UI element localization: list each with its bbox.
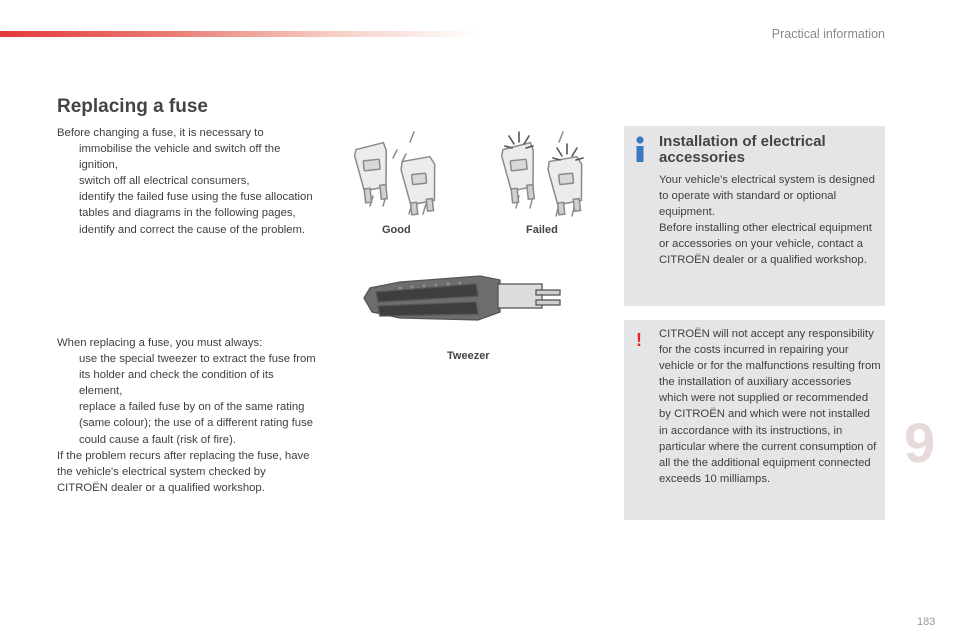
failed-fuse-illustration: [497, 128, 597, 223]
intro-lead: Before changing a fuse, it is necessary to: [57, 127, 264, 139]
list-item: identify and correct the cause of the problem.: [79, 223, 306, 236]
list-item: use the special tweezer to extract the fuse from its holder and check the condition of its element,: [79, 353, 316, 398]
intro-block: [57, 125, 319, 238]
info-paragraph: Your vehicle's electrical system is designed to operate with standard or optional equipment.: [659, 174, 875, 219]
tweezer-label: Tweezer: [447, 350, 490, 362]
warning-exclamation-icon: !: [636, 330, 642, 350]
page-title: Replacing a fuse: [57, 96, 208, 117]
info-icon: [634, 136, 646, 162]
chapter-number: 9: [904, 411, 936, 474]
warning-text: CITROËN will not accept any responsibility for the costs incurred in repairing your vehicle or for the malfunctions resulting from the installation of auxiliary accessories which were not supplied or recommended by CITROËN and which were not installed in accordance with its instructions, in particular where the current consumption of all the the additional equipment connected exceeds 10 milliamps.: [659, 328, 881, 485]
info-box-title: Installation of electrical accessories: [659, 133, 826, 166]
page-number: 183: [917, 616, 936, 628]
section-header: Practical information: [771, 27, 885, 41]
list-item: identify the failed fuse using the fuse allocation tables and diagrams in the following pages,: [79, 191, 313, 220]
replacing-block: [57, 335, 319, 496]
good-fuse-illustration: [350, 128, 445, 223]
header-accent-bar: [0, 31, 480, 37]
info-paragraph: Before installing other electrical equipment or accessories on your vehicle, contact a CITROËN dealer or a qualified workshop.: [659, 222, 872, 267]
info-box-text: [659, 172, 881, 269]
warning-box: [624, 320, 885, 520]
list-item: immobilise the vehicle and switch off the ignition,: [79, 143, 281, 172]
failed-label: Failed: [526, 224, 558, 236]
tweezer-illustration: [360, 262, 566, 332]
list-item: switch off all electrical consumers,: [79, 175, 250, 188]
replacing-footer: If the problem recurs after replacing the fuse, have the vehicle's electrical system checked by CITROËN dealer or a qualified workshop.: [57, 449, 310, 494]
good-label: Good: [382, 224, 411, 236]
list-item: replace a failed fuse by on of the same rating (same colour); the use of a different rating fuse could cause a fault (risk of fire).: [79, 401, 314, 446]
info-box-electrical-accessories: [624, 126, 885, 306]
replacing-lead: When replacing a fuse, you must always:: [57, 337, 263, 349]
